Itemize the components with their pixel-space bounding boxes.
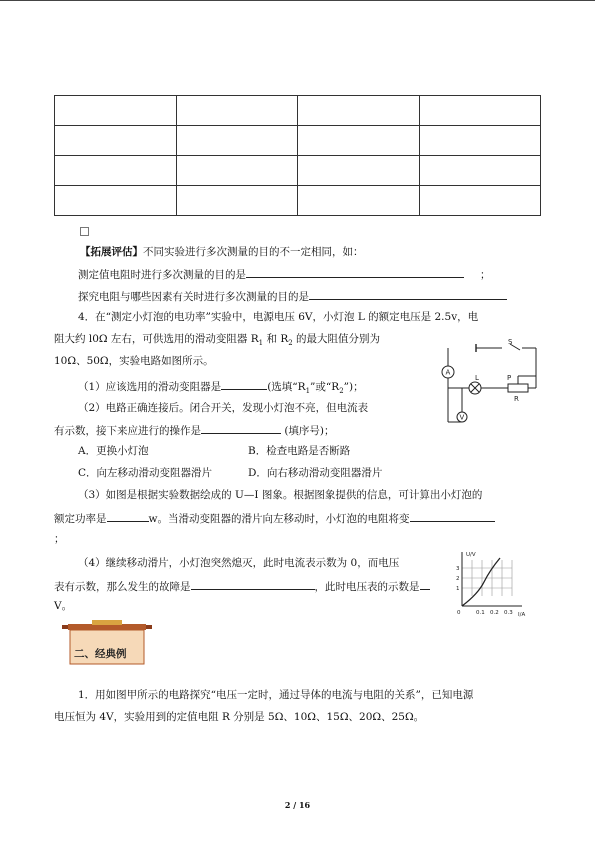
table-cell: [55, 96, 177, 126]
ytick-3: 3: [456, 566, 460, 572]
expand-line1: 测定值电阻时进行多次测量的目的是 ；: [78, 266, 491, 282]
q4-part1: （1）应该选用的滑动变阻器是 (选填“$R_1$”或“$R_2$”)；: [78, 378, 364, 398]
graph-ylabel: U/V: [466, 552, 476, 558]
table-cell: [176, 96, 298, 126]
table-cell: [419, 186, 541, 216]
table-cell: [176, 156, 298, 186]
lamp-label: L: [475, 374, 479, 382]
table-cell: [176, 186, 298, 216]
data-table: [54, 95, 541, 216]
blank-operation[interactable]: [201, 422, 281, 434]
ui-graph: [454, 548, 530, 618]
graph-xlabel: I/A: [518, 612, 526, 618]
option-b: B．检查电路是否断路: [248, 445, 351, 457]
option-a: A．更换小灯泡: [78, 445, 149, 457]
small-box: [80, 227, 89, 236]
ammeter-label: A: [445, 368, 451, 377]
table-cell: [419, 96, 541, 126]
example1-line1: 1．用如图甲所示的电路探究“电压一定时，通过导体的电流与电阻的关系”，已知电源: [78, 689, 474, 701]
q4-part3a: （3）如图是根据实验数据绘成的 U—I 图象。根据图象提供的信息，可计算出小灯泡的: [78, 489, 483, 501]
table-cell: [419, 156, 541, 186]
q4-part2a: （2）电路正确连接后。闭合开关，发现小灯泡不亮，但电流表: [78, 402, 369, 414]
xtick-2: 0.2: [490, 610, 499, 616]
ytick-1: 1: [456, 586, 460, 592]
banner-rod-end-left: [62, 625, 68, 629]
table-cell: [298, 96, 420, 126]
blank-voltmeter[interactable]: [420, 578, 430, 590]
table-cell: [419, 126, 541, 156]
rheostat-label: R: [514, 395, 519, 403]
blank-power[interactable]: [107, 510, 149, 522]
xtick-1: 0.1: [476, 610, 485, 616]
top-rule: [0, 0, 595, 1]
xtick-3: 0.3: [504, 610, 513, 616]
table-cell: [55, 156, 177, 186]
blank-fault[interactable]: [191, 578, 315, 590]
q4-part3c: ；: [54, 533, 65, 545]
blank-line1[interactable]: [246, 266, 464, 278]
ytick-2: 2: [456, 576, 460, 582]
slider-label: P: [507, 374, 512, 382]
voltmeter-label: V: [459, 413, 465, 422]
q4-line2: 阻大约 l0Ω 左右，可供选用的滑动变阻器 $R_1$ 和 $R_2$ 的最大阻值分别为: [54, 333, 381, 348]
page-number: 2 / 16: [284, 800, 311, 810]
table-cell: [55, 186, 177, 216]
table-cell: [298, 156, 420, 186]
table-cell: [298, 186, 420, 216]
option-c: C．向左移动滑动变阻器滑片: [78, 467, 213, 479]
expand-line2: 探究电阻与哪些因素有关时进行多次测量的目的是: [78, 288, 507, 304]
expand-intro: 【拓展评估】不同实验进行多次测量的目的不一定相同，如：: [80, 246, 364, 258]
xtick-0: 0: [457, 610, 461, 616]
q4-part4a: （4）继续移动滑片，小灯泡突然熄灭，此时电流表示数为 0，而电压: [78, 557, 400, 569]
table-cell: [298, 126, 420, 156]
table-cell: [55, 126, 177, 156]
ui-curve: [462, 558, 500, 606]
q4-line3: 10Ω、50Ω，实验电路如图所示。: [54, 355, 214, 367]
switch-label: S: [508, 338, 513, 346]
q4-part3b: 额定功率是 w。当滑动变阻器的滑片向左移动时，小灯泡的电阻将变: [54, 510, 495, 526]
option-d: D．向右移动滑动变阻器滑片: [248, 467, 383, 479]
blank-rheostat[interactable]: [221, 378, 267, 390]
expand-title: 【拓展评估】: [80, 246, 143, 258]
q4-part4c: V。: [54, 600, 73, 612]
q4-part4b: 表有示数，那么发生的故障是 ，此时电压表的示数是: [54, 578, 430, 594]
q4-line1: 4．在“测定小灯泡的电功率”实验中，电源电压 6V，小灯泡 L 的额定电压是 2.5v，电: [78, 311, 479, 323]
section-title: 二、经典例: [74, 648, 127, 660]
blank-line2[interactable]: [309, 288, 507, 300]
banner-ornament: [92, 620, 122, 625]
q4-part2b: 有示数，接下来应进行的操作是 (填序号)；: [54, 422, 335, 438]
circuit-diagram: [440, 338, 550, 434]
banner-rod-end-right: [146, 625, 152, 629]
example1-line2: 电压恒为 4V，实验用到的定值电阻 R 分别是 5Ω、10Ω、15Ω、20Ω、25Ω。: [54, 711, 425, 723]
rheostat-symbol: [508, 384, 528, 392]
table-cell: [176, 126, 298, 156]
blank-resistance-change[interactable]: [410, 510, 495, 522]
